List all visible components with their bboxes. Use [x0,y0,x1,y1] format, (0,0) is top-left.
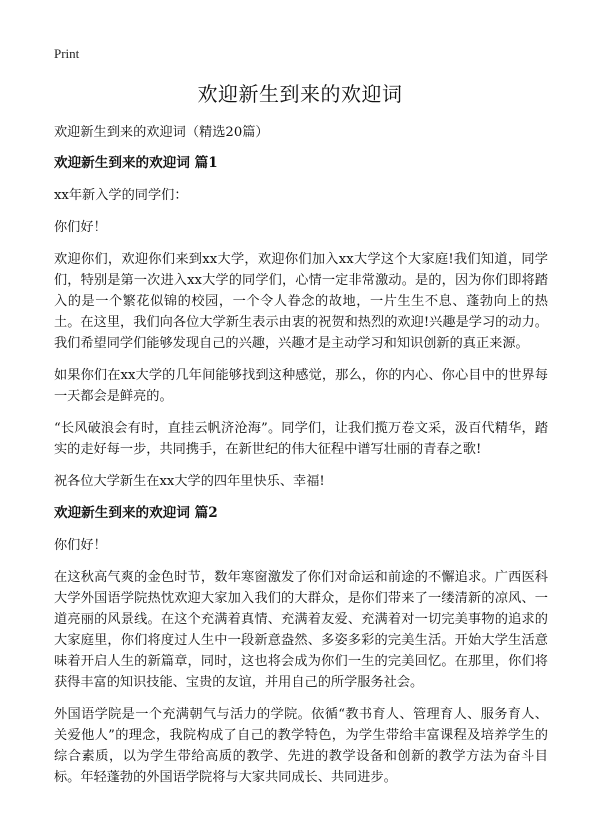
paragraph: xx年新入学的同学们： [54,188,188,203]
paragraph: 祝各位大学新生在xx大学的四年里快乐、幸福! [54,474,325,489]
section-heading: 欢迎新生到来的欢迎词 篇2 [54,505,218,521]
paragraph: 你们好！ [54,220,107,235]
paragraph: 欢迎你们，欢迎你们来到xx大学，欢迎你们加入xx大学这个大家庭!我们知道，同学们，特别是第一次进入xx大学的同学们，心情一定非常激动。是的，因为你们即将踏入的是一个繁花似锦的校园，一个令人眷念的故地，一片生生不息、蓬勃向上的热土。在这里，我们向各位大学新生表示由衷的祝贺和热烈的欢迎!兴趣是学习的动力。我们希望同学们能够发现自己的兴趣，兴趣才是主动学习和知识创新的真正来源。 [54,252,548,351]
paragraph: 如果你们在xx大学的几年间能够找到这种感觉，那么，你的内心、你心目中的世界每一天都会是鲜亮的。 [54,368,548,404]
document-subtitle: 欢迎新生到来的欢迎词（精选20篇） [54,125,269,140]
document-body [54,122,548,799]
page-title: 欢迎新生到来的欢迎词 [197,82,403,106]
paragraph: “长风破浪会有时，直挂云帆济沧海”。同学们，让我们揽万卷文采，汲百代精华，踏实的走好每一步，共同携手，在新世纪的伟大征程中谱写壮丽的青春之歌! [54,421,548,457]
paragraph: 在这秋高气爽的金色时节，数年寒窗激发了你们对命运和前途的不懈追求。广西医科大学外国语学院热忱欢迎大家加入我们的大群众，是你们带来了一缕清新的凉风、一道亮丽的风景线。在这个充满着真情、充满着友爱、充满着对一切完美事物的追求的大家庭里，你们将度过人生中一段新意盎然、多姿多彩的完美生活。开始大学生活意味着开启人生的新篇章，同时，这也将会成为你们一生的完美回忆。在那里，你们将获得丰富的知识技能、宝贵的友谊，并用自己的所学服务社会。 [54,570,548,690]
paragraph: 外国语学院是一个充满朝气与活力的学院。依循“教书育人、管理育人、服务育人、关爱他人”的理念，我院构成了自己的教学特色，为学生带给丰富课程及培养学生的综合素质，以为学生带给高质的教学、先进的教学设备和创新的教学方法为奋斗目标。年轻蓬勃的外国语学院将与大家共同成长、共同进步。 [54,707,548,785]
print-label: Print [54,46,80,61]
section-heading: 欢迎新生到来的欢迎词 篇1 [54,155,218,171]
paragraph: 你们好！ [54,538,107,553]
